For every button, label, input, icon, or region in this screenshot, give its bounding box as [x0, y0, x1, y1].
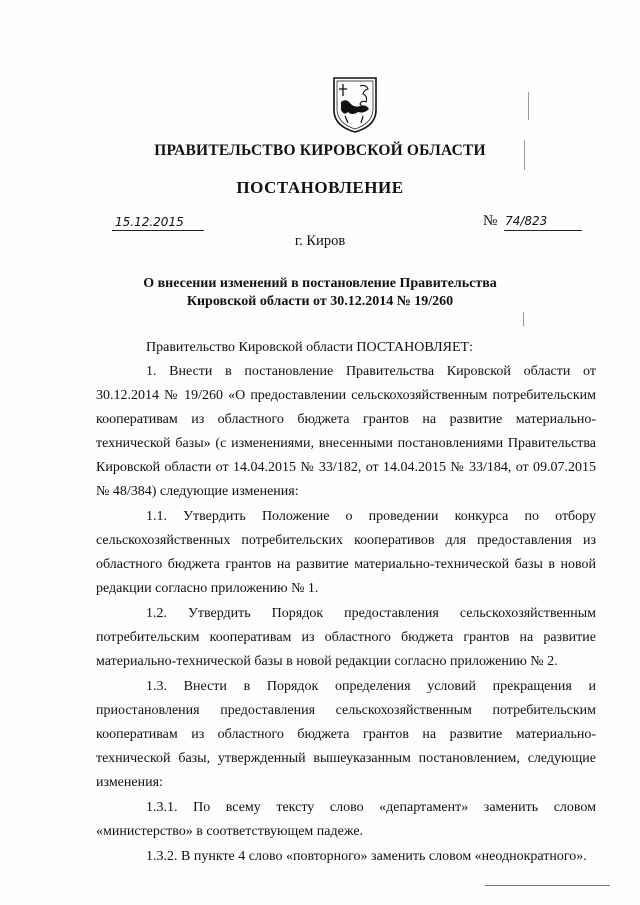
title-line-2: Кировской области от 30.12.2014 № 19/260 [186, 294, 454, 309]
document-number-block [483, 213, 547, 230]
city: г. Киров [294, 233, 346, 249]
scan-mark [524, 140, 525, 170]
paragraph-preamble: Правительство Кировской области ПОСТАНОВЛЯЕТ: [146, 340, 473, 355]
number-underline [504, 230, 582, 231]
document-type: ПОСТАНОВЛЕНИЕ [236, 178, 404, 197]
coat-of-arms-icon [330, 76, 380, 134]
document-number: 74/823 [505, 214, 548, 228]
scan-mark [528, 92, 529, 120]
document-date: 15.12.2015 [115, 215, 184, 229]
paragraph-1-3-1: 1.3.1. По всему тексту слово «департамент» заменить словом «министерство» в соответствующем падеже. [96, 800, 596, 839]
document-body [96, 336, 596, 870]
document-title [0, 275, 640, 311]
number-label: № [483, 213, 498, 229]
title-line-1: О внесении изменений в постановление Правительства [143, 276, 497, 291]
paragraph-1: 1. Внести в постановление Правительства Кировской области от 30.12.2014 № 19/260 «О предоставлении сельскохозяйственным потребительским кооперативам из областного бюджета грантов на развитие материально-технической базы» (с изменениями, внесенными постановлениями Правительства Кировской области от 14.04.2015 № 33/182, от 14.04.2015 № 33/184, от 09.07.2015 № 48/384) следующие изменения: [96, 364, 596, 499]
scan-bottom-line [485, 885, 610, 886]
paragraph-1-3: 1.3. Внести в Порядок определения условий прекращения и приостановления предоставления сельскохозяйственным потребительским кооперативам из областного бюджета грантов на развитие материально-технической базы, утвержденный вышеуказанным постановлением, следующие изменения: [96, 679, 596, 790]
scan-mark [523, 312, 524, 326]
paragraph-1-1: 1.1. Утвердить Положение о проведении конкурса по отбору сельскохозяйственных потребительских кооперативов для предоставления из областного бюджета грантов на развитие материально-технической базы в новой редакции согласно приложению № 1. [96, 509, 596, 596]
date-underline [112, 230, 204, 231]
paragraph-1-2: 1.2. Утвердить Порядок предоставления сельскохозяйственным потребительским кооперативам из областного бюджета грантов на развитие материально-технической базы в новой редакции согласно приложению № 2. [96, 606, 596, 669]
paragraph-1-3-2: 1.3.2. В пункте 4 слово «повторного» заменить словом «неоднократного». [146, 849, 587, 864]
government-name: ПРАВИТЕЛЬСТВО КИРОВСКОЙ ОБЛАСТИ [154, 142, 486, 159]
